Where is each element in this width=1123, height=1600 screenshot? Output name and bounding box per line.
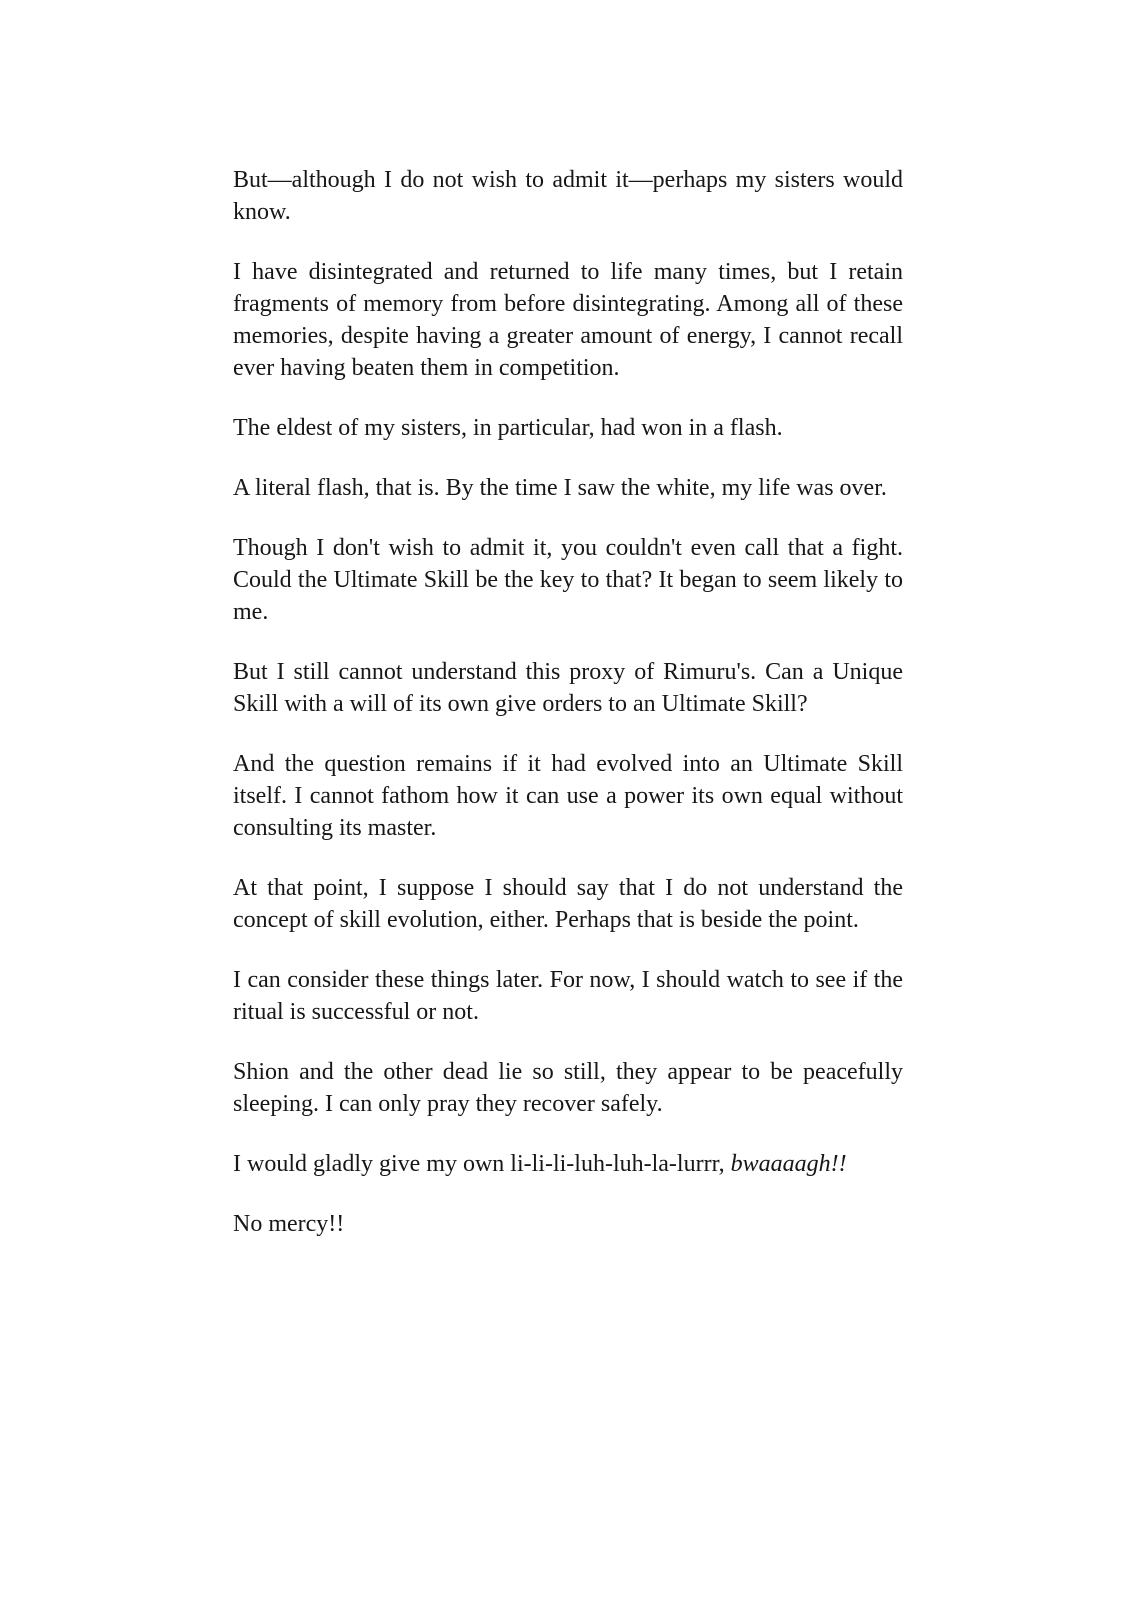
paragraph: And the question remains if it had evolved into an Ultimate Skill itself. I cannot fathom how it can use a power its own equal without consulting its master.	[233, 751, 903, 841]
paragraph: I have disintegrated and returned to life many times, but I retain fragments of memory from before disintegrating. Among all of these memories, despite having a greater amount of energy, I cannot recall ever having beaten them in competition.	[233, 259, 903, 381]
paragraph: But—although I do not wish to admit it—perhaps my sisters would know.	[233, 167, 903, 225]
paragraph: Though I don't wish to admit it, you couldn't even call that a fight. Could the Ultimate Skill be the key to that? It began to seem likely to me.	[233, 535, 903, 625]
paragraph: At that point, I suppose I should say that I do not understand the concept of skill evolution, either. Perhaps that is beside the point.	[233, 875, 903, 933]
exclamation-italic: bwaaaagh!!	[730, 1151, 847, 1177]
paragraph: I can consider these things later. For now, I should watch to see if the ritual is successful or not.	[233, 967, 903, 1025]
paragraph: No mercy!!	[233, 1211, 345, 1237]
paragraph-text: I would gladly give my own li-li-li-luh-luh-la-lurrr,	[233, 1151, 725, 1177]
paragraph: A literal flash, that is. By the time I saw the white, my life was over.	[233, 475, 887, 501]
paragraph: But I still cannot understand this proxy of Rimuru's. Can a Unique Skill with a will of its own give orders to an Ultimate Skill?	[233, 659, 903, 717]
page-text-column	[233, 164, 903, 1240]
paragraph	[233, 1148, 903, 1180]
paragraph: The eldest of my sisters, in particular, had won in a flash.	[233, 415, 783, 441]
paragraph: Shion and the other dead lie so still, they appear to be peacefully sleeping. I can only pray they recover safely.	[233, 1059, 903, 1117]
